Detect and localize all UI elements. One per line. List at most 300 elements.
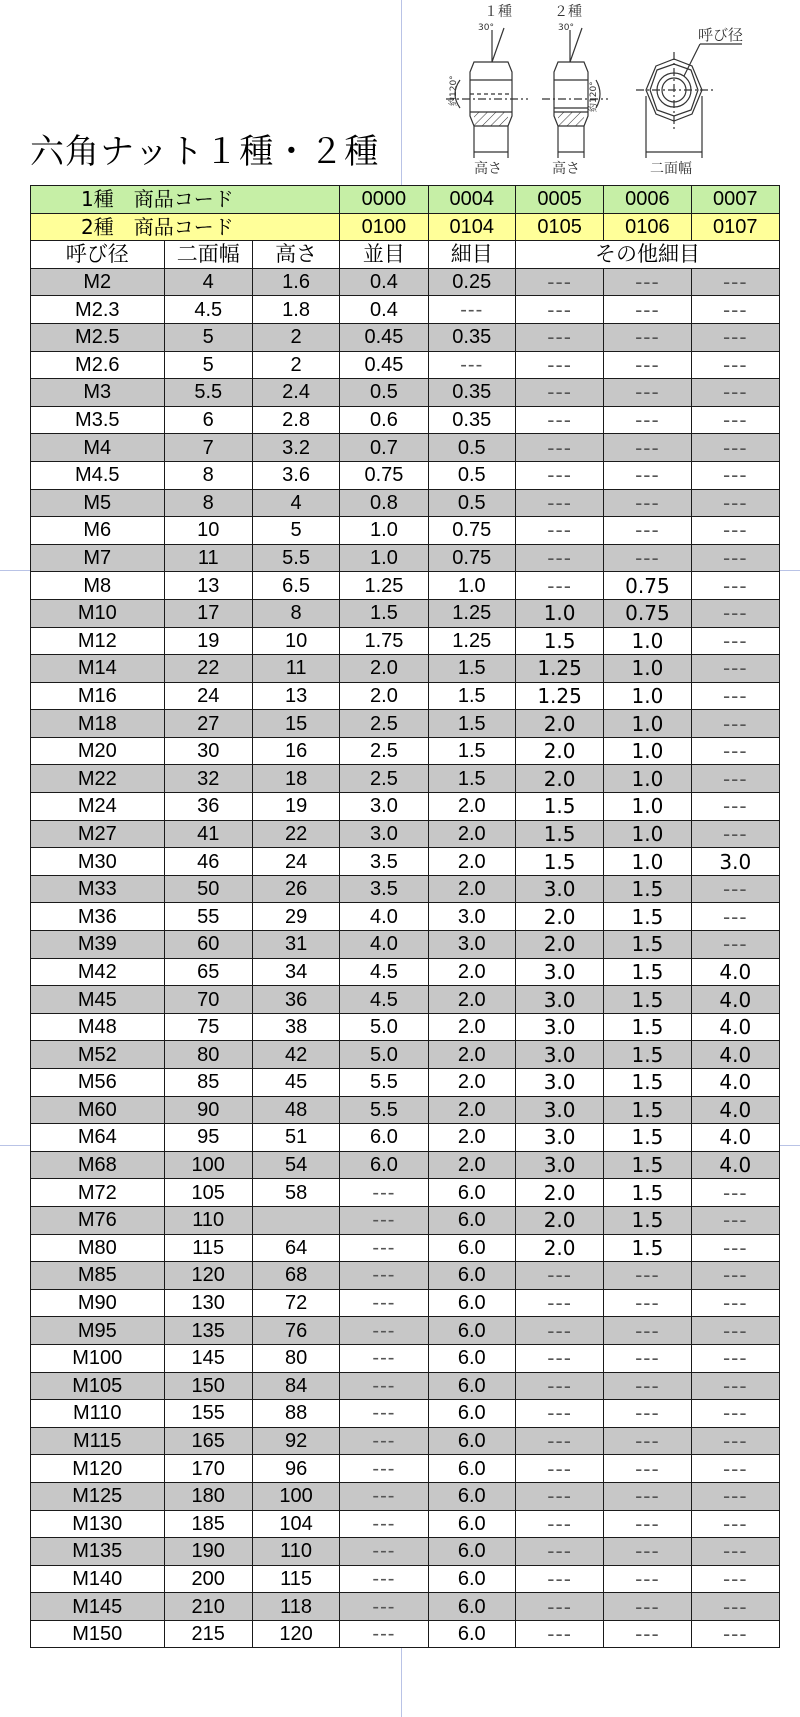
width-across-flats-cell: 8: [164, 489, 252, 517]
height-cell: 42: [252, 1041, 339, 1069]
width-across-flats-cell: 210: [164, 1593, 252, 1621]
other-fine-pitch-cell: 1.5: [604, 1041, 691, 1069]
other-fine-pitch-cell: ---: [691, 1510, 779, 1538]
type2-label: ２種: [554, 4, 582, 20]
other-fine-pitch-cell: ---: [515, 544, 603, 572]
product-code: 0105: [515, 213, 603, 241]
nominal-diameter-cell: M72: [31, 1179, 165, 1207]
fine-pitch-cell: 1.25: [428, 599, 515, 627]
other-fine-pitch-cell: 3.0: [515, 958, 603, 986]
coarse-pitch-cell: 0.7: [340, 434, 428, 462]
width-across-flats-cell: 155: [164, 1400, 252, 1428]
coarse-pitch-cell: 4.0: [340, 931, 428, 959]
nominal-diameter-cell: M105: [31, 1372, 165, 1400]
height-cell: 2.4: [252, 379, 339, 407]
other-fine-pitch-cell: ---: [515, 1372, 603, 1400]
product-code: 0100: [340, 213, 428, 241]
coarse-pitch-cell: 4.0: [340, 903, 428, 931]
nominal-diameter-cell: M135: [31, 1538, 165, 1566]
other-fine-pitch-cell: 3.0: [691, 848, 779, 876]
coarse-pitch-cell: ---: [340, 1593, 428, 1621]
nominal-diameter-cell: M130: [31, 1510, 165, 1538]
other-fine-pitch-cell: ---: [691, 1565, 779, 1593]
other-fine-pitch-cell: ---: [691, 1593, 779, 1621]
fine-pitch-cell: 6.0: [428, 1344, 515, 1372]
nominal-diameter-cell: M8: [31, 572, 165, 600]
other-fine-pitch-cell: ---: [604, 1289, 691, 1317]
height-cell: 84: [252, 1372, 339, 1400]
column-header-row: [31, 241, 780, 269]
product-code: 0004: [428, 186, 515, 214]
height-cell: 5: [252, 517, 339, 545]
width-across-flats-cell: 13: [164, 572, 252, 600]
width-across-flats-cell: 27: [164, 710, 252, 738]
other-fine-pitch-cell: ---: [691, 406, 779, 434]
other-fine-pitch-cell: 4.0: [691, 1041, 779, 1069]
other-fine-pitch-cell: ---: [515, 1565, 603, 1593]
height-cell: 38: [252, 1013, 339, 1041]
angle-120-label: 約120°: [589, 81, 599, 112]
width-across-flats-cell: 90: [164, 1096, 252, 1124]
fine-pitch-cell: 2.0: [428, 1013, 515, 1041]
height-cell: 2: [252, 323, 339, 351]
angle-30-label: 30°: [478, 23, 494, 33]
other-fine-pitch-cell: ---: [691, 1620, 779, 1648]
nominal-diameter-cell: M4: [31, 434, 165, 462]
height-cell: 45: [252, 1069, 339, 1097]
coarse-pitch-cell: 4.5: [340, 958, 428, 986]
fine-pitch-cell: 6.0: [428, 1206, 515, 1234]
fine-pitch-cell: 6.0: [428, 1372, 515, 1400]
width-across-flats-cell: 95: [164, 1124, 252, 1152]
coarse-pitch-cell: ---: [340, 1372, 428, 1400]
fine-pitch-cell: 1.25: [428, 627, 515, 655]
other-fine-pitch-cell: ---: [604, 406, 691, 434]
other-fine-pitch-cell: 1.5: [604, 986, 691, 1014]
other-fine-pitch-cell: ---: [691, 737, 779, 765]
other-fine-pitch-cell: ---: [691, 710, 779, 738]
height-cell: 6.5: [252, 572, 339, 600]
table-row: [31, 765, 780, 793]
table-row: [31, 1013, 780, 1041]
width-across-flats-cell: 36: [164, 793, 252, 821]
other-fine-pitch-cell: ---: [604, 1593, 691, 1621]
width-across-flats-cell: 110: [164, 1206, 252, 1234]
other-fine-pitch-cell: 4.0: [691, 1069, 779, 1097]
other-fine-pitch-cell: ---: [691, 903, 779, 931]
table-row: [31, 1344, 780, 1372]
coarse-pitch-cell: 0.4: [340, 296, 428, 324]
nominal-diameter-cell: M52: [31, 1041, 165, 1069]
other-fine-pitch-cell: 3.0: [515, 986, 603, 1014]
coarse-pitch-cell: 2.0: [340, 655, 428, 683]
fine-pitch-cell: 6.0: [428, 1262, 515, 1290]
width-across-flats-cell: 10: [164, 517, 252, 545]
other-fine-pitch-cell: ---: [515, 1620, 603, 1648]
fine-pitch-cell: 0.5: [428, 434, 515, 462]
other-fine-pitch-cell: 1.5: [604, 875, 691, 903]
table-row: [31, 268, 780, 296]
other-fine-pitch-cell: ---: [604, 1400, 691, 1428]
fine-pitch-cell: 2.0: [428, 820, 515, 848]
height-cell: 22: [252, 820, 339, 848]
table-row: [31, 1372, 780, 1400]
width-across-flats-cell: 7: [164, 434, 252, 462]
nominal-diameter-cell: M68: [31, 1151, 165, 1179]
nominal-diameter-cell: M80: [31, 1234, 165, 1262]
nominal-diameter-cell: M16: [31, 682, 165, 710]
other-fine-pitch-cell: 1.0: [604, 710, 691, 738]
height-cell: 11: [252, 655, 339, 683]
other-fine-pitch-cell: ---: [691, 1482, 779, 1510]
width-across-flats-cell: 200: [164, 1565, 252, 1593]
product-code: 0005: [515, 186, 603, 214]
table-row: [31, 1482, 780, 1510]
other-fine-pitch-cell: ---: [604, 1620, 691, 1648]
table-row: [31, 489, 780, 517]
fine-pitch-cell: 2.0: [428, 958, 515, 986]
coarse-pitch-cell: 3.5: [340, 875, 428, 903]
coarse-pitch-cell: 1.0: [340, 517, 428, 545]
width-across-flats-cell: 70: [164, 986, 252, 1014]
other-fine-pitch-cell: 2.0: [515, 1234, 603, 1262]
coarse-pitch-cell: 5.5: [340, 1069, 428, 1097]
other-fine-pitch-cell: 1.5: [604, 1179, 691, 1207]
other-fine-pitch-cell: 2.0: [515, 1206, 603, 1234]
width-across-flats-cell: 4.5: [164, 296, 252, 324]
other-fine-pitch-cell: ---: [515, 379, 603, 407]
product-code: 0106: [604, 213, 691, 241]
other-fine-pitch-cell: 1.5: [515, 820, 603, 848]
width-across-flats-cell: 190: [164, 1538, 252, 1566]
header-width-across-flats: 二面幅: [164, 241, 252, 269]
width-across-flats-cell: 145: [164, 1344, 252, 1372]
other-fine-pitch-cell: ---: [691, 1400, 779, 1428]
type1-label: １種: [484, 4, 512, 20]
fine-pitch-cell: 6.0: [428, 1317, 515, 1345]
coarse-pitch-cell: ---: [340, 1179, 428, 1207]
other-fine-pitch-cell: 1.5: [604, 1206, 691, 1234]
fine-pitch-cell: 2.0: [428, 1069, 515, 1097]
nominal-diameter-cell: M3.5: [31, 406, 165, 434]
nominal-diameter-cell: M20: [31, 737, 165, 765]
product-code: 0006: [604, 186, 691, 214]
other-fine-pitch-cell: 3.0: [515, 1124, 603, 1152]
table-row: [31, 1455, 780, 1483]
coarse-pitch-cell: ---: [340, 1206, 428, 1234]
other-fine-pitch-cell: 0.75: [604, 599, 691, 627]
height-cell: 118: [252, 1593, 339, 1621]
coarse-pitch-cell: 5.5: [340, 1096, 428, 1124]
coarse-pitch-cell: 0.4: [340, 268, 428, 296]
width-across-flats-cell: 55: [164, 903, 252, 931]
height-cell: 54: [252, 1151, 339, 1179]
height-cell: 76: [252, 1317, 339, 1345]
other-fine-pitch-cell: ---: [604, 461, 691, 489]
fine-pitch-cell: 1.5: [428, 682, 515, 710]
other-fine-pitch-cell: 1.0: [604, 765, 691, 793]
other-fine-pitch-cell: ---: [604, 351, 691, 379]
other-fine-pitch-cell: ---: [515, 489, 603, 517]
table-row: [31, 1096, 780, 1124]
table-row: [31, 710, 780, 738]
other-fine-pitch-cell: ---: [691, 351, 779, 379]
height-cell: 104: [252, 1510, 339, 1538]
height-cell: 1.8: [252, 296, 339, 324]
height-cell: 26: [252, 875, 339, 903]
nominal-diameter-cell: M24: [31, 793, 165, 821]
coarse-pitch-cell: ---: [340, 1482, 428, 1510]
other-fine-pitch-cell: ---: [691, 599, 779, 627]
nominal-diameter-label: 呼び径: [698, 26, 744, 44]
other-fine-pitch-cell: ---: [515, 351, 603, 379]
other-fine-pitch-cell: 2.0: [515, 1179, 603, 1207]
table-row: [31, 461, 780, 489]
table-row: [31, 848, 780, 876]
width-across-flats-cell: 105: [164, 1179, 252, 1207]
table-row: [31, 903, 780, 931]
header-fine-pitch: 細目: [428, 241, 515, 269]
other-fine-pitch-cell: 3.0: [515, 875, 603, 903]
width-across-flats-cell: 80: [164, 1041, 252, 1069]
coarse-pitch-cell: 0.6: [340, 406, 428, 434]
coarse-pitch-cell: 0.75: [340, 461, 428, 489]
height-cell: 5.5: [252, 544, 339, 572]
nominal-diameter-cell: M45: [31, 986, 165, 1014]
nominal-diameter-cell: M2.3: [31, 296, 165, 324]
table-row: [31, 351, 780, 379]
width-across-flats-cell: 30: [164, 737, 252, 765]
height-cell: 15: [252, 710, 339, 738]
table-row: [31, 1124, 780, 1152]
other-fine-pitch-cell: ---: [515, 1482, 603, 1510]
other-fine-pitch-cell: 1.0: [604, 737, 691, 765]
height-cell: 58: [252, 1179, 339, 1207]
coarse-pitch-cell: ---: [340, 1400, 428, 1428]
fine-pitch-cell: 1.0: [428, 572, 515, 600]
height-cell: 1.6: [252, 268, 339, 296]
other-fine-pitch-cell: ---: [691, 627, 779, 655]
coarse-pitch-cell: 3.5: [340, 848, 428, 876]
other-fine-pitch-cell: 3.0: [515, 1151, 603, 1179]
product-code-label: 2種 商品コード: [31, 213, 340, 241]
table-row: [31, 1179, 780, 1207]
other-fine-pitch-cell: ---: [691, 931, 779, 959]
other-fine-pitch-cell: ---: [515, 461, 603, 489]
other-fine-pitch-cell: 1.0: [604, 655, 691, 683]
other-fine-pitch-cell: 4.0: [691, 1013, 779, 1041]
header-other-fine-pitch: その他細目: [515, 241, 779, 269]
other-fine-pitch-cell: ---: [691, 379, 779, 407]
width-across-flats-cell: 41: [164, 820, 252, 848]
fine-pitch-cell: 6.0: [428, 1179, 515, 1207]
other-fine-pitch-cell: 3.0: [515, 1069, 603, 1097]
height-cell: 2: [252, 351, 339, 379]
other-fine-pitch-cell: 1.0: [604, 682, 691, 710]
other-fine-pitch-cell: ---: [604, 1372, 691, 1400]
height-cell: 100: [252, 1482, 339, 1510]
coarse-pitch-cell: 1.25: [340, 572, 428, 600]
product-code-label: 1種 商品コード: [31, 186, 340, 214]
fine-pitch-cell: 3.0: [428, 931, 515, 959]
height-cell: 88: [252, 1400, 339, 1428]
fine-pitch-cell: 2.0: [428, 793, 515, 821]
other-fine-pitch-cell: ---: [691, 1317, 779, 1345]
other-fine-pitch-cell: ---: [515, 1289, 603, 1317]
other-fine-pitch-cell: ---: [604, 517, 691, 545]
width-across-flats-cell: 19: [164, 627, 252, 655]
other-fine-pitch-cell: ---: [515, 268, 603, 296]
other-fine-pitch-cell: ---: [604, 489, 691, 517]
other-fine-pitch-cell: 4.0: [691, 1124, 779, 1152]
product-code: 0107: [691, 213, 779, 241]
nominal-diameter-cell: M64: [31, 1124, 165, 1152]
coarse-pitch-cell: ---: [340, 1510, 428, 1538]
other-fine-pitch-cell: ---: [691, 1372, 779, 1400]
coarse-pitch-cell: ---: [340, 1427, 428, 1455]
other-fine-pitch-cell: ---: [691, 544, 779, 572]
coarse-pitch-cell: ---: [340, 1455, 428, 1483]
nominal-diameter-cell: M36: [31, 903, 165, 931]
other-fine-pitch-cell: ---: [691, 1455, 779, 1483]
other-fine-pitch-cell: ---: [604, 1565, 691, 1593]
table-row: [31, 682, 780, 710]
coarse-pitch-cell: 3.0: [340, 793, 428, 821]
height-cell: 10: [252, 627, 339, 655]
height-cell: 18: [252, 765, 339, 793]
hex-nut-spec-table: [30, 185, 780, 1648]
coarse-pitch-cell: 0.8: [340, 489, 428, 517]
height-cell: 110: [252, 1538, 339, 1566]
coarse-pitch-cell: 2.5: [340, 710, 428, 738]
fine-pitch-cell: 6.0: [428, 1565, 515, 1593]
fine-pitch-cell: 6.0: [428, 1289, 515, 1317]
width-across-flats-cell: 150: [164, 1372, 252, 1400]
other-fine-pitch-cell: 1.5: [604, 1013, 691, 1041]
height-cell: 19: [252, 793, 339, 821]
height-cell: 29: [252, 903, 339, 931]
table-row: [31, 599, 780, 627]
other-fine-pitch-cell: ---: [691, 1262, 779, 1290]
other-fine-pitch-cell: ---: [691, 517, 779, 545]
coarse-pitch-cell: 2.0: [340, 682, 428, 710]
height-label: 高さ: [474, 161, 502, 177]
other-fine-pitch-cell: 1.5: [515, 627, 603, 655]
width-across-flats-cell: 165: [164, 1427, 252, 1455]
table-row: [31, 1262, 780, 1290]
width-across-flats-cell: 120: [164, 1262, 252, 1290]
other-fine-pitch-cell: ---: [515, 1262, 603, 1290]
other-fine-pitch-cell: 4.0: [691, 958, 779, 986]
other-fine-pitch-cell: ---: [691, 875, 779, 903]
table-row: [31, 323, 780, 351]
height-cell: 72: [252, 1289, 339, 1317]
other-fine-pitch-cell: ---: [691, 1289, 779, 1317]
nominal-diameter-cell: M3: [31, 379, 165, 407]
other-fine-pitch-cell: ---: [604, 1262, 691, 1290]
other-fine-pitch-cell: 2.0: [515, 903, 603, 931]
width-across-flats-cell: 65: [164, 958, 252, 986]
table-row: [31, 572, 780, 600]
height-cell: 80: [252, 1344, 339, 1372]
coarse-pitch-cell: ---: [340, 1538, 428, 1566]
fine-pitch-cell: 6.0: [428, 1593, 515, 1621]
other-fine-pitch-cell: ---: [691, 434, 779, 462]
nominal-diameter-cell: M39: [31, 931, 165, 959]
other-fine-pitch-cell: 1.5: [604, 958, 691, 986]
table-row: [31, 793, 780, 821]
other-fine-pitch-cell: ---: [515, 1427, 603, 1455]
fine-pitch-cell: 2.0: [428, 1096, 515, 1124]
nominal-diameter-cell: M56: [31, 1069, 165, 1097]
other-fine-pitch-cell: ---: [604, 1427, 691, 1455]
fine-pitch-cell: 2.0: [428, 1151, 515, 1179]
coarse-pitch-cell: 0.45: [340, 323, 428, 351]
other-fine-pitch-cell: ---: [691, 323, 779, 351]
table-row: [31, 1565, 780, 1593]
other-fine-pitch-cell: 3.0: [515, 1041, 603, 1069]
other-fine-pitch-cell: 1.5: [515, 793, 603, 821]
table-row: [31, 296, 780, 324]
width-across-flats-cell: 75: [164, 1013, 252, 1041]
other-fine-pitch-cell: 1.0: [515, 599, 603, 627]
nominal-diameter-cell: M150: [31, 1620, 165, 1648]
table-row: [31, 655, 780, 683]
width-across-flats-cell: 215: [164, 1620, 252, 1648]
other-fine-pitch-cell: 2.0: [515, 931, 603, 959]
width-across-flats-cell: 135: [164, 1317, 252, 1345]
width-across-flats-cell: 46: [164, 848, 252, 876]
other-fine-pitch-cell: ---: [515, 1593, 603, 1621]
other-fine-pitch-cell: ---: [604, 434, 691, 462]
table-row: [31, 1593, 780, 1621]
table-row: [31, 1400, 780, 1428]
table-row: [31, 544, 780, 572]
nominal-diameter-cell: M145: [31, 1593, 165, 1621]
height-cell: 8: [252, 599, 339, 627]
hex-nut-diagram: [438, 0, 800, 185]
other-fine-pitch-cell: 2.0: [515, 765, 603, 793]
product-code: 0000: [340, 186, 428, 214]
nominal-diameter-cell: M48: [31, 1013, 165, 1041]
other-fine-pitch-cell: 1.0: [604, 848, 691, 876]
product-code: 0104: [428, 213, 515, 241]
other-fine-pitch-cell: 1.5: [604, 903, 691, 931]
coarse-pitch-cell: ---: [340, 1317, 428, 1345]
height-cell: 51: [252, 1124, 339, 1152]
header-height: 高さ: [252, 241, 339, 269]
fine-pitch-cell: 0.35: [428, 406, 515, 434]
other-fine-pitch-cell: 3.0: [515, 1013, 603, 1041]
table-row: [31, 986, 780, 1014]
fine-pitch-cell: 6.0: [428, 1400, 515, 1428]
nominal-diameter-cell: M22: [31, 765, 165, 793]
table-row: [31, 1151, 780, 1179]
fine-pitch-cell: 0.5: [428, 489, 515, 517]
other-fine-pitch-cell: ---: [604, 1317, 691, 1345]
nominal-diameter-cell: M85: [31, 1262, 165, 1290]
coarse-pitch-cell: 1.0: [340, 544, 428, 572]
coarse-pitch-cell: 1.5: [340, 599, 428, 627]
other-fine-pitch-cell: ---: [691, 1427, 779, 1455]
fine-pitch-cell: 0.35: [428, 379, 515, 407]
height-cell: 4: [252, 489, 339, 517]
nominal-diameter-cell: M4.5: [31, 461, 165, 489]
nominal-diameter-cell: M7: [31, 544, 165, 572]
table-row: [31, 627, 780, 655]
angle-30-label: 30°: [558, 23, 574, 33]
fine-pitch-cell: 0.25: [428, 268, 515, 296]
